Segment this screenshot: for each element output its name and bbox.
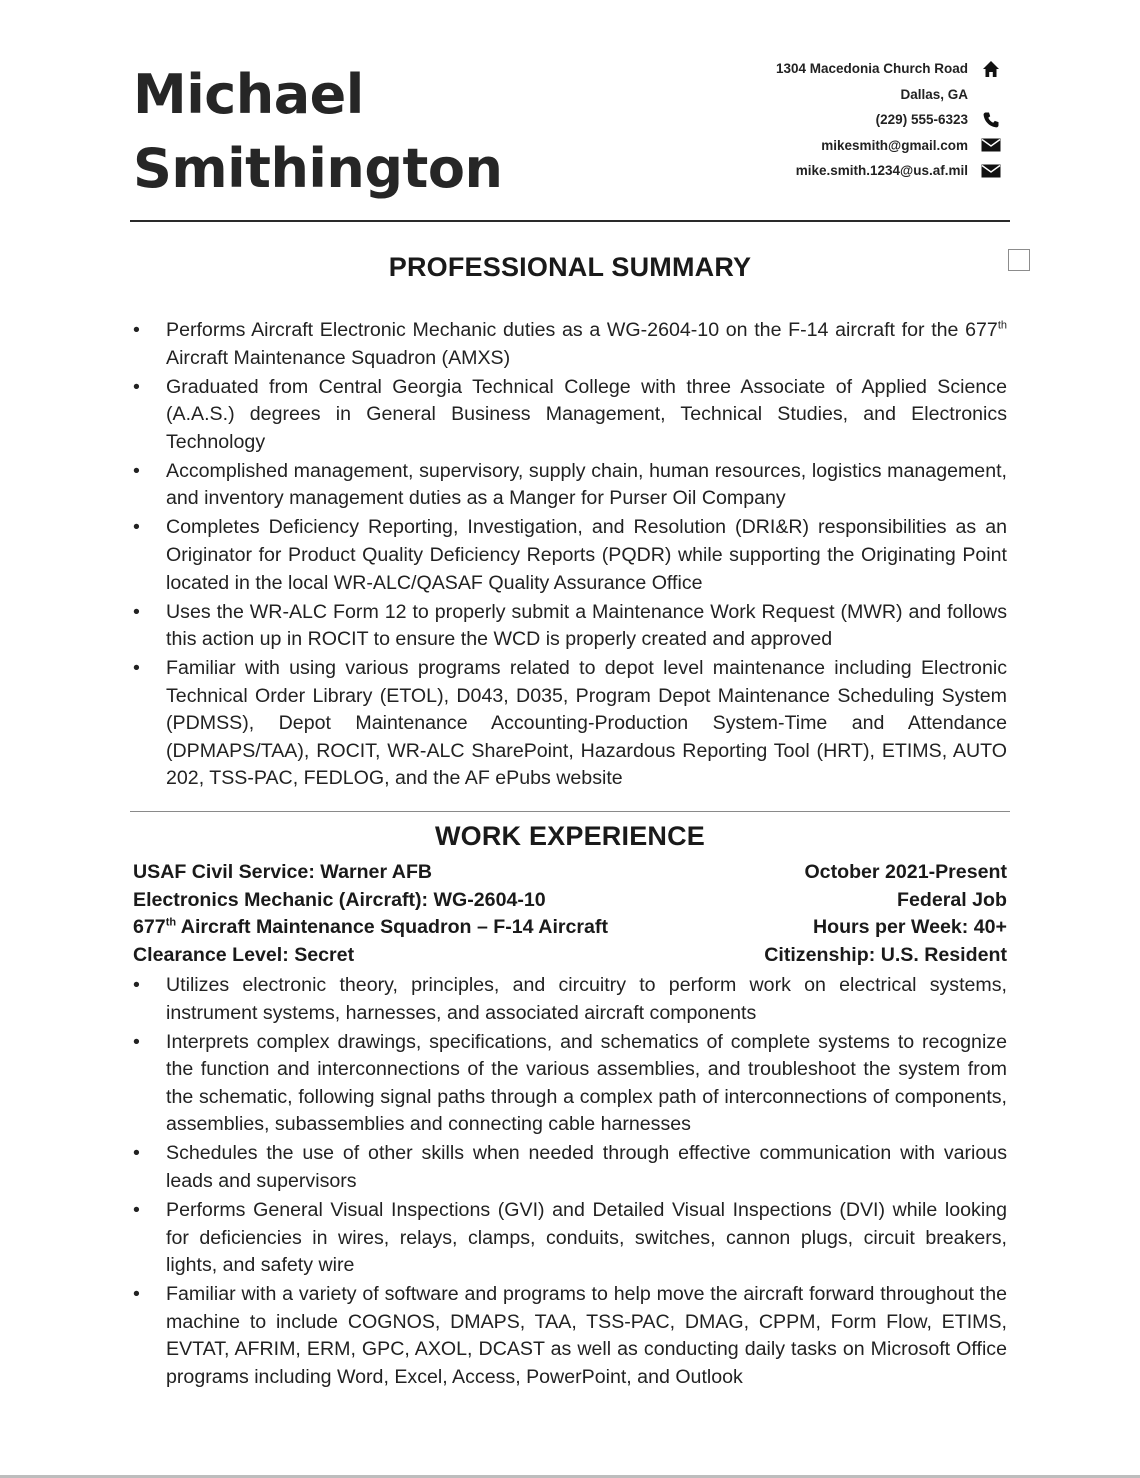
envelope-icon	[980, 162, 1002, 180]
list-item: • Performs General Visual Inspections (GVI) and Detailed Visual Inspections (DVI) while looking for deficiencies in wires, relays, clamps, conduits, switches, cannon plugs, circuit breakers, lights, and safety wire	[133, 1197, 1007, 1280]
job-header	[133, 859, 1007, 969]
address-line-2: Dallas, GA	[900, 86, 968, 102]
address-line-1: 1304 Macedonia Church Road	[775, 61, 968, 77]
home-icon	[980, 60, 1002, 78]
section-title-summary: PROFESSIONAL SUMMARY	[388, 252, 752, 282]
checkbox[interactable]	[1008, 249, 1030, 271]
list-item: • Familiar with a variety of software and programs to help move the aircraft forward throughout the machine to include COGNOS, DMAPS, TAA, TSS-PAC, DMAG, CPPM, Form Flow, ETIMS, EVTAT, AFRIM, ERM, GPC, AXOL, DCAST as well as conducting daily tasks on Microsoft Office programs including Word, Excel, Access, PowerPoint, and Outlook	[133, 1281, 1007, 1391]
list-item: • Utilizes electronic theory, principles, and circuitry to perform work on electrical systems, instrument systems, harnesses, and associated aircraft components	[133, 972, 1007, 1027]
job-type: Federal Job	[897, 888, 1007, 911]
last-name: Smithington	[133, 137, 503, 200]
list-item: • Uses the WR-ALC Form 12 to properly submit a Maintenance Work Request (MWR) and follows this action up in ROCIT to ensure the WCD is properly created and approved	[133, 599, 1007, 654]
job-hours: Hours per Week: 40+	[812, 916, 1007, 939]
job-clearance: Clearance Level: Secret	[133, 943, 355, 966]
phone-icon	[980, 111, 1002, 129]
section-title-experience: WORK EXPERIENCE	[434, 821, 706, 851]
applicant-name	[133, 58, 502, 206]
list-item: • Graduated from Central Georgia Technical College with three Associate of Applied Science (A.A.S.) degrees in General Business Management, Technical Studies, and Electronics Technology	[133, 374, 1007, 457]
contact-address	[582, 56, 1002, 82]
contact-block	[582, 56, 1002, 184]
list-item: • Accomplished management, supervisory, supply chain, human resources, logistics management, and inventory management duties as a Manger for Purser Oil Company	[133, 458, 1007, 513]
summary-list	[133, 317, 1007, 794]
job-citizenship: Citizenship: U.S. Resident	[764, 943, 1007, 966]
job-dates: October 2021-Present	[804, 861, 1007, 883]
job-employer: USAF Civil Service: Warner AFB	[133, 861, 433, 883]
experience-list	[133, 972, 1007, 1393]
first-name: Michael	[133, 63, 364, 126]
contact-email-personal	[582, 133, 1002, 159]
list-item: • Performs Aircraft Electronic Mechanic duties as a WG-2604-10 on the F-14 aircraft for the 677th Aircraft Maintenance Squadron (AMXS)	[133, 317, 1007, 372]
contact-city	[582, 82, 1002, 108]
contact-email-military	[582, 158, 1002, 184]
list-item: • Completes Deficiency Reporting, Investigation, and Resolution (DRI&R) responsibilities as an Originator for Product Quality Deficiency Reports (PQDR) while supporting the Originating Point located in the local WR-ALC/QASAF Quality Assurance Office	[133, 514, 1007, 597]
section-divider	[130, 811, 1010, 812]
list-item: • Familiar with using various programs related to depot level maintenance including Electronic Technical Order Library (ETOL), D043, D035, Program Depot Maintenance Scheduling System (PDMSS), Depot Maintenance Accounting-Production System-Time and Attendance (DPMAPS/TAA), ROCIT, WR-ALC SharePoint, Hazardous Reporting Tool (HRT), ETIMS, AUTO 202, TSS-PAC, FEDLOG, and the AF ePubs website	[133, 655, 1007, 793]
email-personal: mikesmith@gmail.com	[821, 137, 968, 153]
email-military: mike.smith.1234@us.af.mil	[795, 163, 968, 179]
header-divider	[130, 220, 1010, 222]
job-unit: 677th Aircraft Maintenance Squadron – F-14 Aircraft	[133, 916, 608, 939]
list-item: • Interprets complex drawings, specifications, and schematics of complete systems to recognize the function and interconnections of the various assemblies, and troubleshoot the system from the schematic, following signal paths through a complex path of interconnections of components, assemblies, subassemblies and connecting cable harnesses	[133, 1029, 1007, 1139]
list-item: • Schedules the use of other skills when needed through effective communication with various leads and supervisors	[133, 1140, 1007, 1195]
contact-phone	[582, 107, 1002, 133]
phone-number: (229) 555-6323	[875, 112, 968, 128]
job-position: Electronics Mechanic (Aircraft): WG-2604-10	[133, 888, 546, 911]
envelope-icon	[980, 136, 1002, 154]
